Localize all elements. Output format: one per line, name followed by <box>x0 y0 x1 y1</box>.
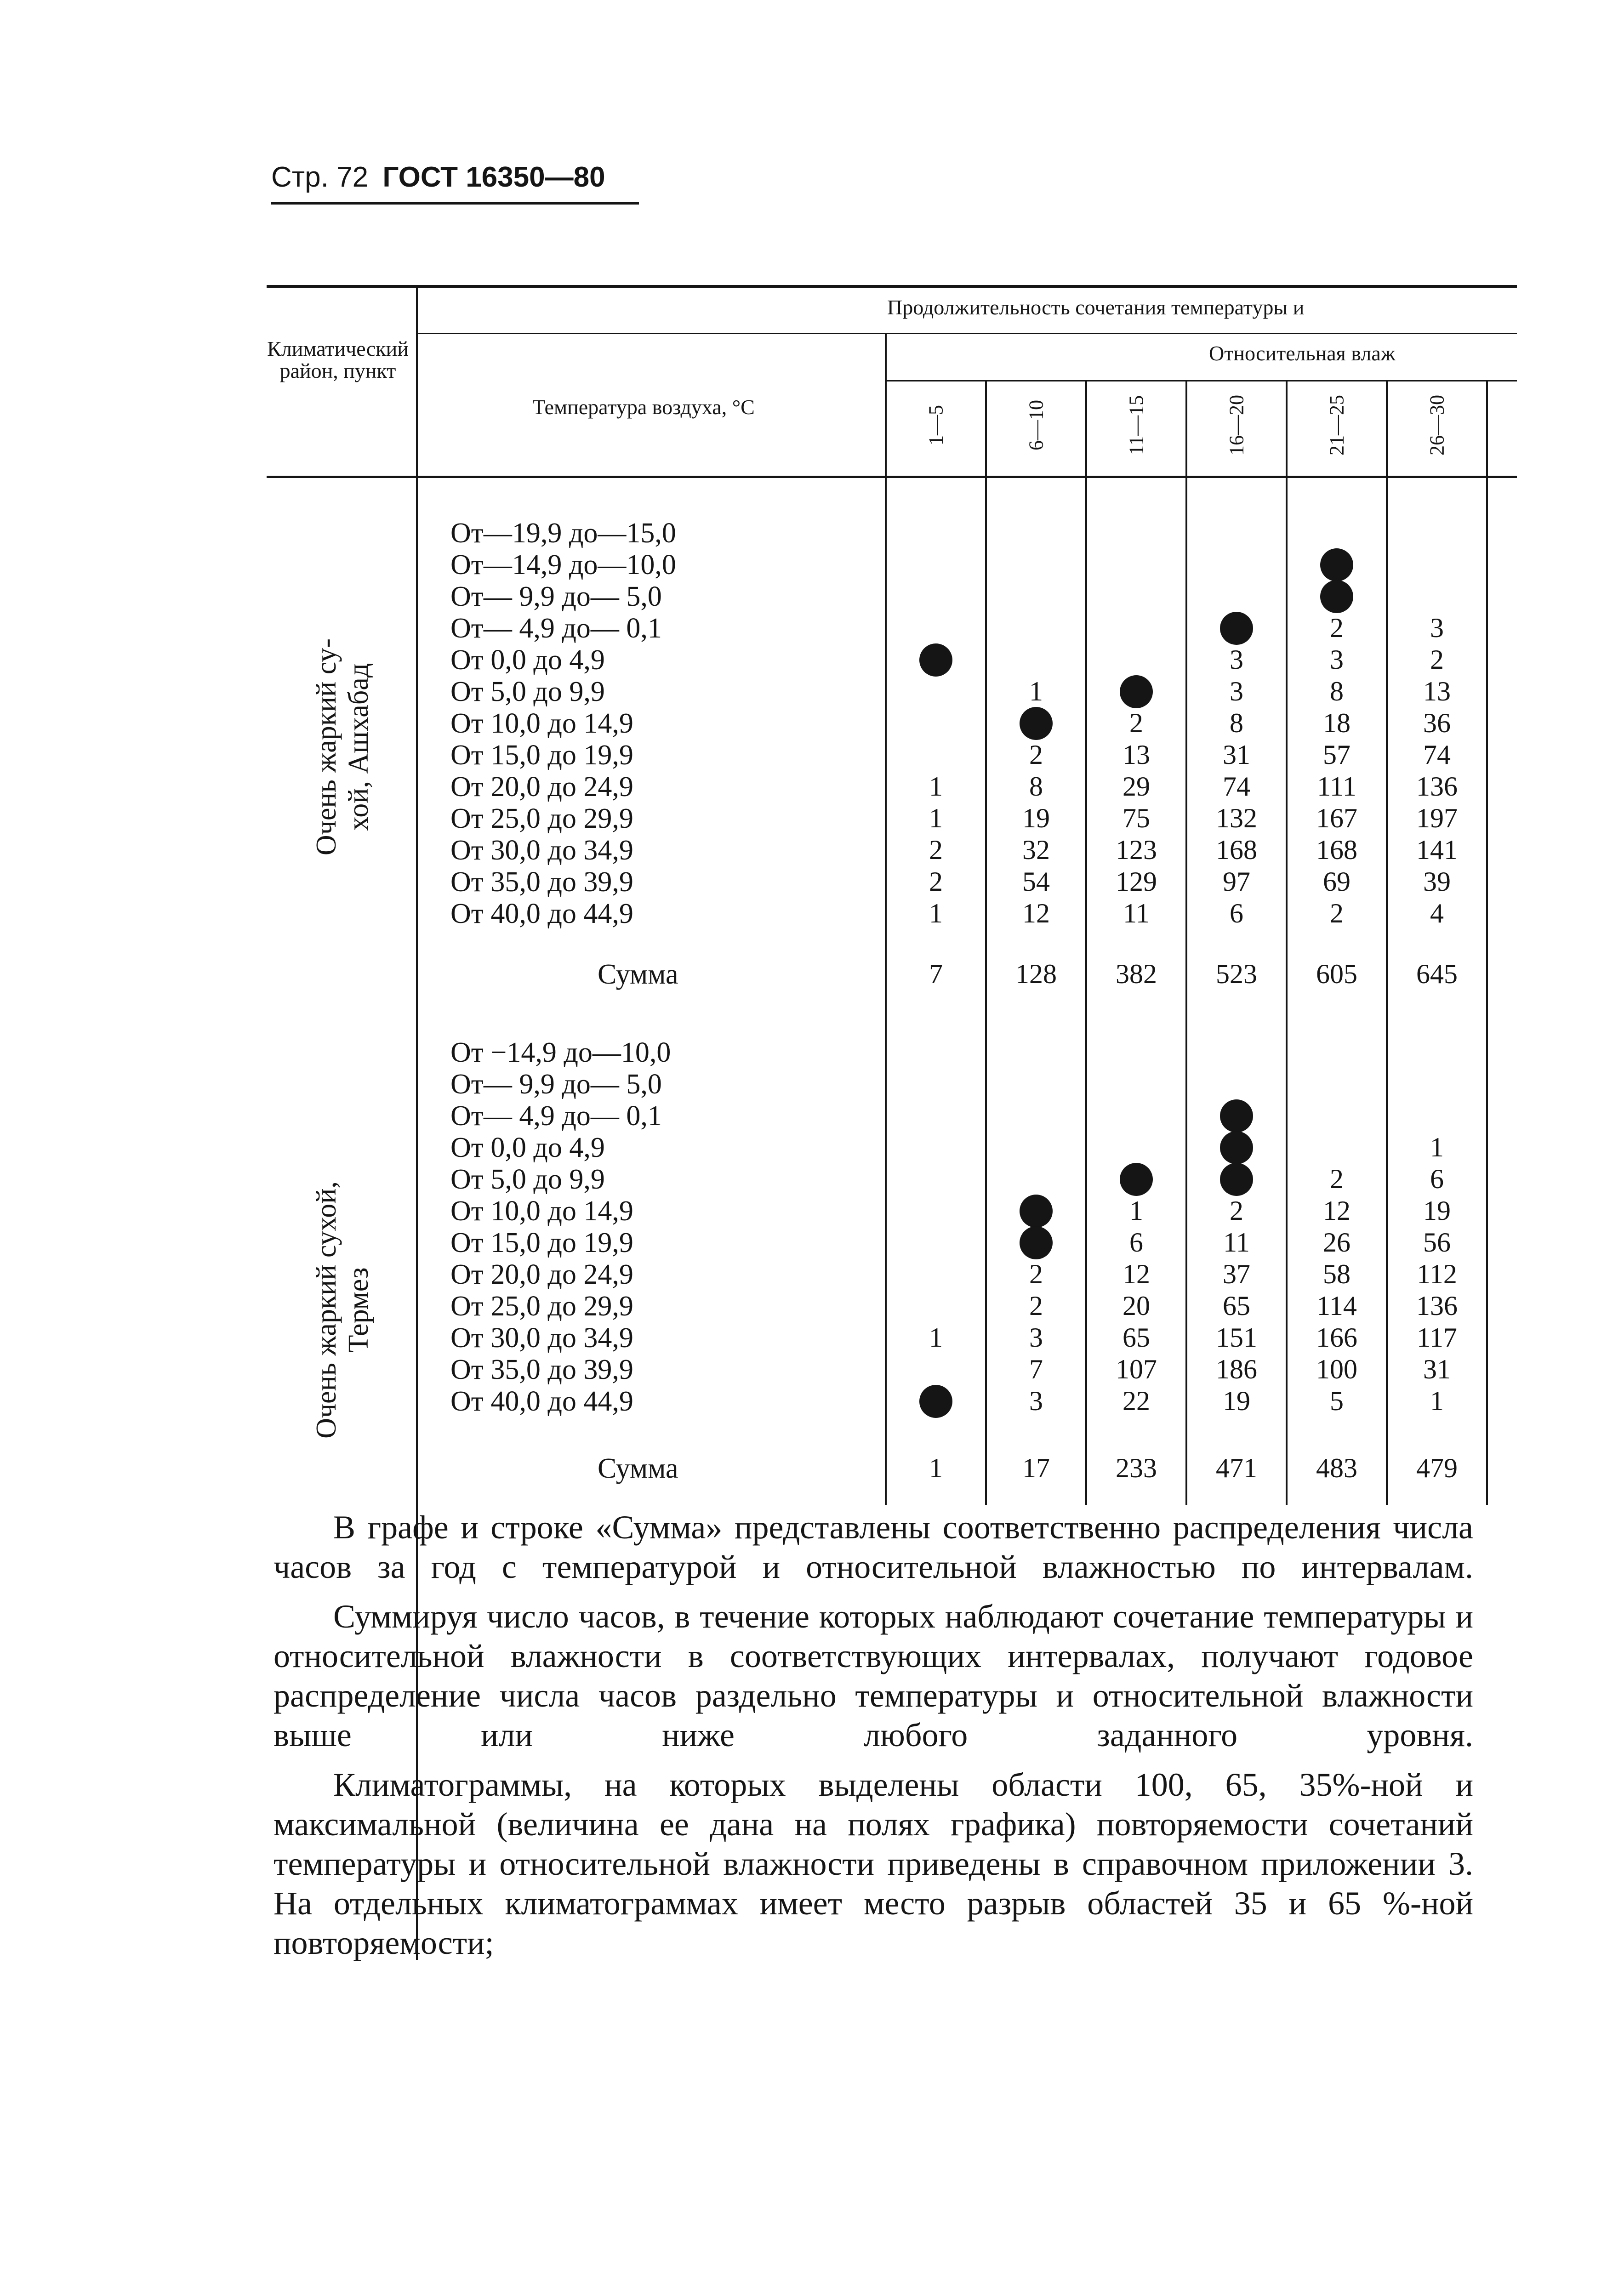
hours-cell: 31 <box>1423 1354 1451 1384</box>
hours-cell: 136 <box>1416 1291 1458 1321</box>
temperature-range: От 40,0 до 44,9 <box>450 1386 633 1417</box>
hours-cell: 1 <box>929 1322 943 1353</box>
table-row <box>0 1068 1624 1100</box>
table-row <box>0 676 1624 707</box>
table-row <box>0 771 1624 803</box>
hours-cell: 167 <box>1316 803 1357 833</box>
hours-cell: 32 <box>1022 835 1050 865</box>
hours-cell: 58 <box>1323 1259 1350 1289</box>
hours-cell: 56 <box>1423 1227 1451 1258</box>
hours-cell: 20 <box>1123 1291 1150 1321</box>
sum-cell: 483 <box>1316 1453 1357 1483</box>
less-than-one-marker <box>1020 707 1053 740</box>
hours-cell: 69 <box>1323 866 1350 897</box>
col-header-label: 21—25 <box>1325 395 1348 455</box>
sum-cell: 382 <box>1116 959 1157 989</box>
temperature-range: От 35,0 до 39,9 <box>450 866 633 898</box>
sum-label: Сумма <box>598 1453 678 1484</box>
hours-cell: 11 <box>1123 898 1150 928</box>
hours-cell: 132 <box>1216 803 1257 833</box>
hours-cell: 112 <box>1417 1259 1457 1289</box>
table-row <box>0 1195 1624 1227</box>
hours-cell: 186 <box>1216 1354 1257 1384</box>
less-than-one-marker <box>1120 675 1153 708</box>
sum-row <box>0 958 1624 990</box>
temperature-range: От—14,9 до—10,0 <box>450 549 676 581</box>
table-row <box>0 1258 1624 1290</box>
table-row <box>0 644 1624 676</box>
hours-cell: 22 <box>1123 1386 1150 1416</box>
temperature-range: От 0,0 до 4,9 <box>450 644 605 676</box>
standard-code: ГОСТ 16350—80 <box>382 161 605 193</box>
sum-row <box>0 1452 1624 1484</box>
temperature-range: От 30,0 до 34,9 <box>450 835 633 866</box>
sum-label: Сумма <box>598 959 678 990</box>
table-row <box>0 581 1624 612</box>
hours-cell: 197 <box>1416 803 1458 833</box>
header-underline <box>271 202 639 205</box>
hours-cell: 123 <box>1116 835 1157 865</box>
sum-cell: 471 <box>1216 1453 1257 1483</box>
hours-cell: 11 <box>1223 1227 1250 1258</box>
district-line: Очень жаркий су- <box>311 638 342 856</box>
less-than-one-marker <box>1120 1163 1153 1196</box>
sum-cell: 479 <box>1416 1453 1458 1483</box>
temperature-range: От 25,0 до 29,9 <box>450 1291 633 1322</box>
hours-cell: 1 <box>1029 676 1043 706</box>
sum-cell: 523 <box>1216 959 1257 989</box>
paragraph: Климатограммы, на которых выделены области 100, 65, 35%-ной и максимальной (величина ее дана на полях графика) повторяемости сочетаний температуры и относительной влажности приведены в справочном приложении 3. На отдельных климатограммах имеет место разрыв областей 35 и 65 %-ной повторяемости; <box>274 1766 1473 1961</box>
hours-cell: 6 <box>1129 1227 1143 1258</box>
hours-cell: 57 <box>1323 740 1350 770</box>
hours-cell: 3 <box>1029 1386 1043 1416</box>
hours-cell: 2 <box>1330 898 1344 928</box>
less-than-one-marker <box>919 643 952 677</box>
hours-cell: 1 <box>929 803 943 833</box>
table-row <box>0 866 1624 898</box>
hours-cell: 8 <box>1230 708 1243 738</box>
hours-cell: 39 <box>1423 866 1451 897</box>
hours-cell: 18 <box>1323 708 1350 738</box>
hours-cell: 19 <box>1022 803 1050 833</box>
hours-cell: 2 <box>1129 708 1143 738</box>
hours-cell: 65 <box>1123 1322 1150 1353</box>
temperature-range: От 5,0 до 9,9 <box>450 1164 605 1195</box>
less-than-one-marker <box>1320 548 1353 581</box>
table-row <box>0 803 1624 834</box>
table-row <box>0 1354 1624 1385</box>
hours-cell: 7 <box>1029 1354 1043 1384</box>
hours-cell: 1 <box>929 898 943 928</box>
temperature-range: От 15,0 до 19,9 <box>450 740 633 771</box>
hours-cell: 5 <box>1330 1386 1344 1416</box>
hours-cell: 12 <box>1022 898 1050 928</box>
hours-cell: 2 <box>929 866 943 897</box>
hours-cell: 37 <box>1223 1259 1250 1289</box>
hours-cell: 117 <box>1417 1322 1457 1353</box>
table-row <box>0 517 1624 549</box>
temperature-header: Температура воздуха, °С <box>532 395 755 419</box>
table-top-rule <box>267 285 1517 288</box>
less-than-one-marker <box>1020 1195 1053 1228</box>
temperature-range: От 0,0 до 4,9 <box>450 1132 605 1163</box>
hours-cell: 1 <box>1430 1132 1444 1162</box>
sum-cell: 645 <box>1416 959 1458 989</box>
hours-cell: 2 <box>1029 1291 1043 1321</box>
hours-cell: 2 <box>1330 613 1344 643</box>
hours-cell: 141 <box>1416 835 1458 865</box>
table-row <box>0 1385 1624 1417</box>
table-row <box>0 1100 1624 1132</box>
col-header-label: 6—10 <box>1025 400 1048 450</box>
hours-cell: 31 <box>1223 740 1250 770</box>
table-row <box>0 834 1624 866</box>
hours-cell: 13 <box>1123 740 1150 770</box>
col-header-label: 1—5 <box>924 405 947 445</box>
table-row <box>0 1290 1624 1322</box>
col-header-label: 16—20 <box>1225 395 1248 455</box>
less-than-one-marker <box>1220 1099 1253 1133</box>
hours-cell: 13 <box>1423 676 1451 706</box>
hours-cell: 166 <box>1316 1322 1357 1353</box>
temperature-range: От— 9,9 до— 5,0 <box>450 581 662 612</box>
temperature-range: От— 4,9 до— 0,1 <box>450 1100 662 1132</box>
hours-cell: 168 <box>1216 835 1257 865</box>
hours-cell: 6 <box>1230 898 1243 928</box>
sum-cell: 233 <box>1116 1453 1157 1483</box>
table-row <box>0 1036 1624 1068</box>
humidity-header: Относительная влаж <box>1209 341 1396 365</box>
hours-cell: 74 <box>1223 771 1250 802</box>
hours-cell: 3 <box>1430 613 1444 643</box>
temperature-range: От 5,0 до 9,9 <box>450 676 605 707</box>
sum-cell: 7 <box>929 959 943 989</box>
table-row <box>0 1132 1624 1163</box>
hours-cell: 2 <box>929 835 943 865</box>
hours-cell: 6 <box>1430 1164 1444 1194</box>
page-header <box>271 161 605 194</box>
hours-cell: 2 <box>1430 644 1444 675</box>
hours-cell: 2 <box>1029 740 1043 770</box>
hours-cell: 29 <box>1123 771 1150 802</box>
col-header-label: 26—30 <box>1425 395 1448 455</box>
hours-cell: 26 <box>1323 1227 1350 1258</box>
hours-cell: 100 <box>1316 1354 1357 1384</box>
hours-cell: 4 <box>1430 898 1444 928</box>
hours-cell: 74 <box>1423 740 1451 770</box>
temperature-range: От −14,9 до—10,0 <box>450 1037 671 1068</box>
temperature-range: От 20,0 до 24,9 <box>450 771 633 803</box>
hours-cell: 1 <box>1129 1195 1143 1226</box>
table-row <box>0 549 1624 581</box>
hours-cell: 2 <box>1029 1259 1043 1289</box>
hours-cell: 1 <box>929 771 943 802</box>
temperature-range: От 35,0 до 39,9 <box>450 1354 633 1385</box>
hours-cell: 111 <box>1317 771 1356 802</box>
paragraph: В графе и строке «Сумма» представлены соответственно распределения числа часов за год с температурой и относительной влажностью по интервалам. <box>274 1509 1473 1585</box>
table-header-bottom-rule <box>267 476 1517 478</box>
table-rule-humidity <box>886 380 1517 381</box>
less-than-one-marker <box>1020 1226 1053 1259</box>
hours-cell: 75 <box>1123 803 1150 833</box>
hours-cell: 2 <box>1330 1164 1344 1194</box>
less-than-one-marker <box>1220 1131 1253 1164</box>
district-line: хой, Ашхабад <box>343 663 374 831</box>
body-text <box>274 1508 1473 1963</box>
temperature-range: От 40,0 до 44,9 <box>450 898 633 929</box>
sum-cell: 605 <box>1316 959 1357 989</box>
temperature-range: От 20,0 до 24,9 <box>450 1259 633 1290</box>
hours-cell: 136 <box>1416 771 1458 802</box>
less-than-one-marker <box>1220 1163 1253 1196</box>
hours-cell: 3 <box>1230 676 1243 706</box>
hours-cell: 129 <box>1116 866 1157 897</box>
hours-cell: 3 <box>1230 644 1243 675</box>
less-than-one-marker <box>1220 612 1253 645</box>
hours-cell: 1 <box>1430 1386 1444 1416</box>
hours-cell: 8 <box>1330 676 1344 706</box>
district-line: Очень жаркий сухой, <box>311 1181 342 1439</box>
hours-cell: 2 <box>1230 1195 1243 1226</box>
less-than-one-marker <box>1320 580 1353 613</box>
less-than-one-marker <box>919 1385 952 1418</box>
paragraph: Суммируя число часов, в течение которых наблюдают сочетание температуры и относительной влажности в соответствующих интервалах, получают годовое распределение числа часов раздельно температуры и относительной влажности выше или ниже любого заданного уровня. <box>274 1598 1473 1753</box>
sum-cell: 1 <box>929 1453 943 1483</box>
hours-cell: 3 <box>1330 644 1344 675</box>
temperature-range: От— 4,9 до— 0,1 <box>450 613 662 644</box>
hours-cell: 97 <box>1223 866 1250 897</box>
district-line: Термез <box>343 1267 374 1353</box>
table-row <box>0 739 1624 771</box>
hours-cell: 114 <box>1316 1291 1357 1321</box>
sum-cell: 128 <box>1015 959 1057 989</box>
hours-cell: 12 <box>1323 1195 1350 1226</box>
temperature-range: От 10,0 до 14,9 <box>450 708 633 739</box>
table-row <box>0 1163 1624 1195</box>
temperature-range: От 15,0 до 19,9 <box>450 1227 633 1258</box>
hours-cell: 107 <box>1116 1354 1157 1384</box>
hours-cell: 19 <box>1223 1386 1250 1416</box>
hours-cell: 36 <box>1423 708 1451 738</box>
hours-cell: 54 <box>1022 866 1050 897</box>
table-row <box>0 1322 1624 1354</box>
table-rule-duration <box>418 333 1517 334</box>
table-row <box>0 898 1624 929</box>
hours-cell: 12 <box>1123 1259 1150 1289</box>
table-row <box>0 707 1624 739</box>
duration-header: Продолжительность сочетания температуры и <box>887 296 1305 319</box>
sum-cell: 17 <box>1022 1453 1050 1483</box>
temperature-range: От 30,0 до 34,9 <box>450 1322 633 1354</box>
table-row <box>0 612 1624 644</box>
temperature-range: От 10,0 до 14,9 <box>450 1195 633 1227</box>
table-row <box>0 1227 1624 1258</box>
page-number: Стр. 72 <box>271 161 369 193</box>
district-header: Климатический район, пункт <box>267 337 409 382</box>
temperature-range: От 25,0 до 29,9 <box>450 803 633 834</box>
hours-cell: 168 <box>1316 835 1357 865</box>
hours-cell: 151 <box>1216 1322 1257 1353</box>
hours-cell: 19 <box>1423 1195 1451 1226</box>
temperature-range: От— 9,9 до— 5,0 <box>450 1069 662 1100</box>
hours-cell: 65 <box>1223 1291 1250 1321</box>
temperature-range: От—19,9 до—15,0 <box>450 518 676 549</box>
hours-cell: 3 <box>1029 1322 1043 1353</box>
col-header-label: 11—15 <box>1125 395 1148 455</box>
hours-cell: 8 <box>1029 771 1043 802</box>
